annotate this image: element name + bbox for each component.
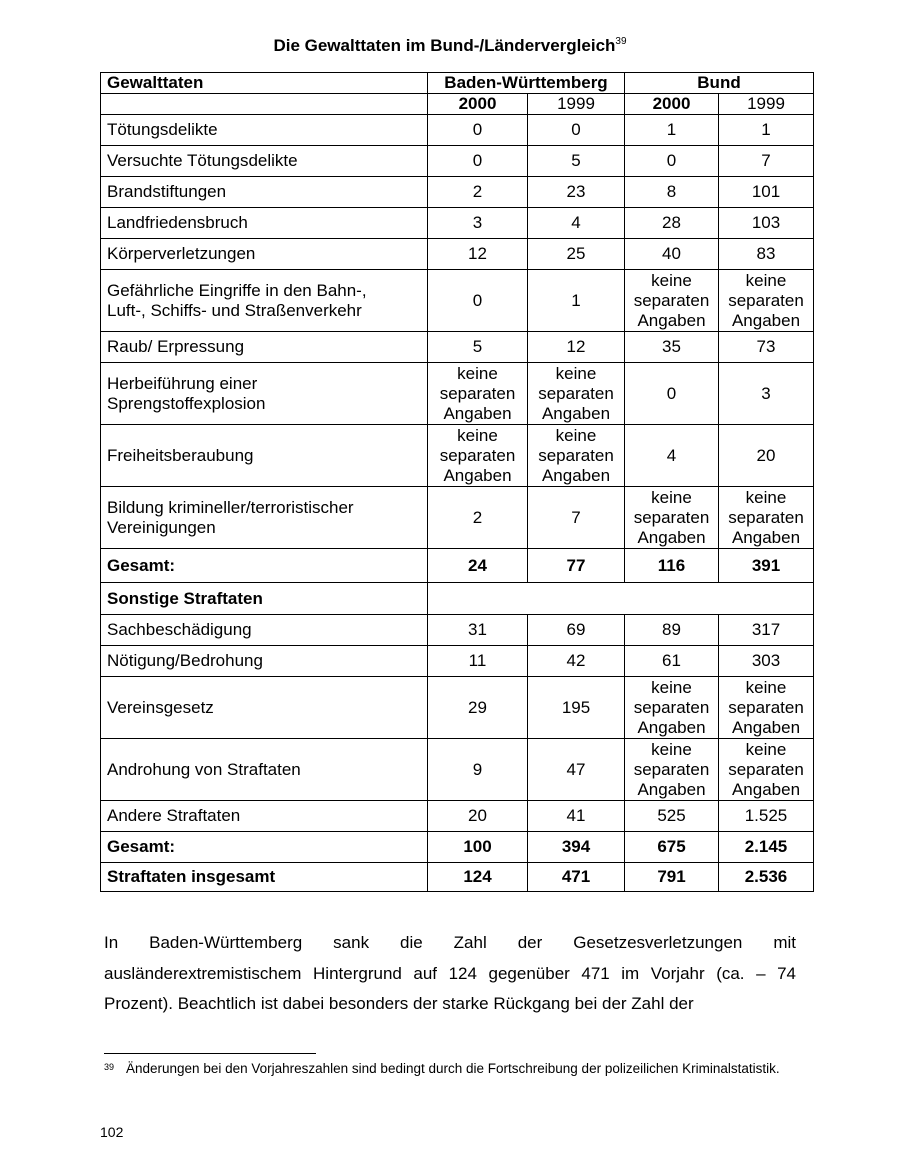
cell-no-data: keine separaten Angaben (719, 487, 814, 549)
cell-no-data: keine separaten Angaben (428, 425, 528, 487)
cell-value: 791 (625, 863, 719, 892)
footnote-divider (104, 1053, 316, 1054)
cell-value: 2.536 (719, 863, 814, 892)
cell-value: 9 (428, 739, 528, 801)
cell-value: 2 (428, 487, 528, 549)
cell-no-data: keine separaten Angaben (719, 739, 814, 801)
cell-no-data: keine separaten Angaben (625, 270, 719, 332)
row-label: Gefährliche Eingriffe in den Bahn-, Luft-, Schiffs- und Straßenverkehr (101, 270, 428, 332)
row-label: Gesamt: (101, 832, 428, 863)
cell-value: 61 (625, 646, 719, 677)
row-label: Raub/ Erpressung (101, 332, 428, 363)
cell-value: 5 (428, 332, 528, 363)
row-label: Nötigung/Bedrohung (101, 646, 428, 677)
cell-value: 0 (625, 146, 719, 177)
table-row (101, 487, 814, 549)
cell-value: 8 (625, 177, 719, 208)
cell-value: 101 (719, 177, 814, 208)
row-label: Andere Straftaten (101, 801, 428, 832)
cell-value: 7 (719, 146, 814, 177)
column-header-offenses: Gewalttaten (101, 73, 428, 94)
cell-value: 23 (528, 177, 625, 208)
grand-total-row (101, 863, 814, 892)
table-row (101, 146, 814, 177)
cell-value: 3 (428, 208, 528, 239)
cell-value: 3 (719, 363, 814, 425)
year-header: 2000 (428, 94, 528, 115)
cell-no-data: keine separaten Angaben (528, 363, 625, 425)
body-paragraph: In Baden-Württemberg sank die Zahl der Gesetzesverletzungen mit ausländerextremistischem Hintergrund auf 124 gegenüber 471 im Vorjahr (ca. – 74 Prozent). Beachtlich ist dabei besonders der starke Rückgang bei der Zahl der (104, 933, 796, 1013)
cell-value: 41 (528, 801, 625, 832)
year-header: 1999 (528, 94, 625, 115)
cell-value: 0 (428, 146, 528, 177)
table-row (101, 332, 814, 363)
row-label: Freiheitsberaubung (101, 425, 428, 487)
cell-value: 31 (428, 615, 528, 646)
cell-value: 0 (428, 115, 528, 146)
table-row (101, 801, 814, 832)
cell-value: 69 (528, 615, 625, 646)
total-row (101, 549, 814, 583)
cell-value: 40 (625, 239, 719, 270)
cell-value: 116 (625, 549, 719, 583)
cell-value: 317 (719, 615, 814, 646)
cell-no-data: keine separaten Angaben (625, 739, 719, 801)
table-row (101, 363, 814, 425)
footnote-reference: 39 (615, 36, 627, 47)
table-row (101, 177, 814, 208)
column-group-bund: Bund (625, 73, 814, 94)
cell-value: 29 (428, 677, 528, 739)
row-label: Gesamt: (101, 549, 428, 583)
cell-value: 471 (528, 863, 625, 892)
cell-value: 103 (719, 208, 814, 239)
cell-value: 4 (528, 208, 625, 239)
cell-value: 73 (719, 332, 814, 363)
year-header: 1999 (719, 94, 814, 115)
cell-value: 195 (528, 677, 625, 739)
cell-no-data: keine separaten Angaben (428, 363, 528, 425)
cell-value: 1.525 (719, 801, 814, 832)
footnote-marker: 39 (104, 1062, 115, 1072)
cell-value: 0 (625, 363, 719, 425)
cell-value: 35 (625, 332, 719, 363)
cell-value: 1 (625, 115, 719, 146)
cell-value: 4 (625, 425, 719, 487)
cell-value: 391 (719, 549, 814, 583)
cell-no-data: keine separaten Angaben (719, 270, 814, 332)
row-label: Landfriedensbruch (101, 208, 428, 239)
section-header: Sonstige Straftaten (101, 583, 428, 615)
row-label: Herbeiführung einer Sprengstoffexplosion (101, 363, 428, 425)
row-label: Tötungsdelikte (101, 115, 428, 146)
cell-value: 12 (528, 332, 625, 363)
table-row (101, 208, 814, 239)
section-header-row (101, 583, 814, 615)
table-row (101, 739, 814, 801)
cell-value: 77 (528, 549, 625, 583)
cell-value: 47 (528, 739, 625, 801)
table-row (101, 239, 814, 270)
page-number: 102 (100, 1124, 124, 1140)
year-header: 2000 (625, 94, 719, 115)
footnote (104, 1060, 796, 1078)
table-year-row (101, 94, 814, 115)
row-label: Androhung von Straftaten (101, 739, 428, 801)
cell-value: 0 (528, 115, 625, 146)
row-label: Brandstiftungen (101, 177, 428, 208)
cell-value: 0 (428, 270, 528, 332)
cell-value: 1 (528, 270, 625, 332)
empty-cell (101, 94, 428, 115)
column-group-baden-wuerttemberg: Baden-Württemberg (428, 73, 625, 94)
cell-value: 2.145 (719, 832, 814, 863)
cell-value: 12 (428, 239, 528, 270)
cell-value: 2 (428, 177, 528, 208)
total-row (101, 832, 814, 863)
cell-value: 89 (625, 615, 719, 646)
table-header-row (101, 73, 814, 94)
table-row (101, 115, 814, 146)
cell-value: 83 (719, 239, 814, 270)
cell-value: 20 (719, 425, 814, 487)
cell-value: 28 (625, 208, 719, 239)
row-label: Körperverletzungen (101, 239, 428, 270)
cell-value: 25 (528, 239, 625, 270)
row-label: Bildung krimineller/terroristischer Vereinigungen (101, 487, 428, 549)
cell-value: 11 (428, 646, 528, 677)
row-label: Versuchte Tötungsdelikte (101, 146, 428, 177)
table-row (101, 677, 814, 739)
cell-no-data: keine separaten Angaben (719, 677, 814, 739)
footnote-text: Änderungen bei den Vorjahreszahlen sind bedingt durch die Fortschreibung der polizeilichen Kriminalstatistik. (126, 1061, 780, 1076)
row-label: Sachbeschädigung (101, 615, 428, 646)
table-row (101, 425, 814, 487)
cell-no-data: keine separaten Angaben (625, 677, 719, 739)
cell-no-data: keine separaten Angaben (528, 425, 625, 487)
cell-value: 1 (719, 115, 814, 146)
cell-value: 124 (428, 863, 528, 892)
cell-value: 675 (625, 832, 719, 863)
row-label: Straftaten insgesamt (101, 863, 428, 892)
cell-value: 42 (528, 646, 625, 677)
empty-cell (428, 583, 814, 615)
cell-value: 100 (428, 832, 528, 863)
cell-value: 7 (528, 487, 625, 549)
cell-value: 5 (528, 146, 625, 177)
cell-value: 24 (428, 549, 528, 583)
row-label: Vereinsgesetz (101, 677, 428, 739)
cell-value: 303 (719, 646, 814, 677)
cell-no-data: keine separaten Angaben (625, 487, 719, 549)
cell-value: 525 (625, 801, 719, 832)
table-row (101, 646, 814, 677)
table-row (101, 270, 814, 332)
cell-value: 20 (428, 801, 528, 832)
statistics-table (100, 72, 814, 892)
cell-value: 394 (528, 832, 625, 863)
table-row (101, 615, 814, 646)
page-title: Die Gewalttaten im Bund-/Ländervergleich$^{39}$ (273, 36, 627, 55)
